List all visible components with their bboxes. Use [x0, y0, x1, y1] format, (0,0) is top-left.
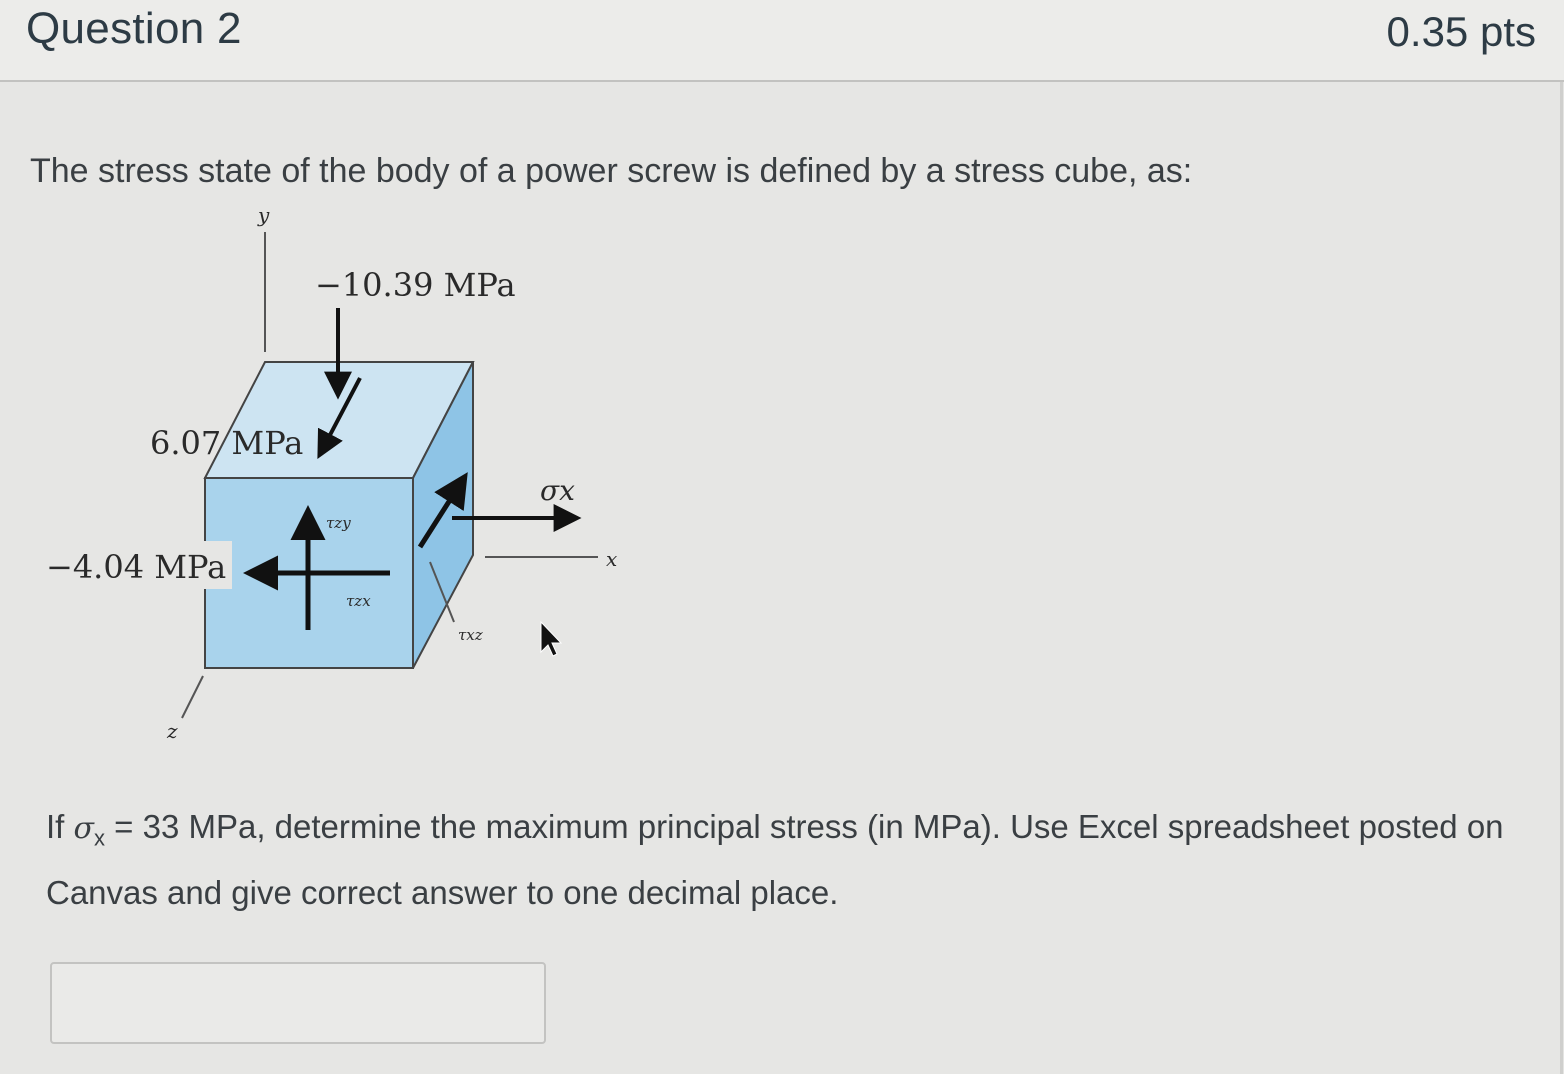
- z-axis-line: [182, 676, 203, 718]
- question-title: Question 2: [26, 4, 242, 53]
- top-stress-label: −10.39 MPa: [315, 266, 516, 304]
- sigma-symbol: σ: [73, 811, 94, 846]
- tau-xz-label: τxz: [458, 626, 483, 644]
- answer-input[interactable]: [50, 962, 546, 1044]
- question-points: 0.35 pts: [1386, 8, 1536, 55]
- z-axis-label: z: [167, 719, 178, 743]
- tau-zx-label: τzx: [346, 592, 371, 610]
- mouse-cursor-icon: [541, 622, 561, 656]
- sigma-subscript: x: [94, 825, 105, 851]
- tau-zy-label: τzy: [326, 514, 351, 532]
- top-shear-label: 6.07 MPa: [150, 424, 304, 462]
- left-stress-label: −4.04 MPa: [46, 548, 227, 586]
- sigma-x-label: σx: [540, 474, 575, 507]
- prompt-rest: = 33 MPa, determine the maximum principal stress (in MPa). Use Excel spreadsheet posted on Canvas and give correct answer to one decimal place.: [46, 808, 1504, 911]
- question-stem: The stress state of the body of a power screw is defined by a stress cube, as:: [30, 152, 1193, 190]
- x-axis-label: x: [606, 547, 618, 571]
- y-axis-label: y: [258, 203, 270, 227]
- prompt-intro: If: [46, 808, 74, 845]
- question-prompt: [46, 800, 1506, 920]
